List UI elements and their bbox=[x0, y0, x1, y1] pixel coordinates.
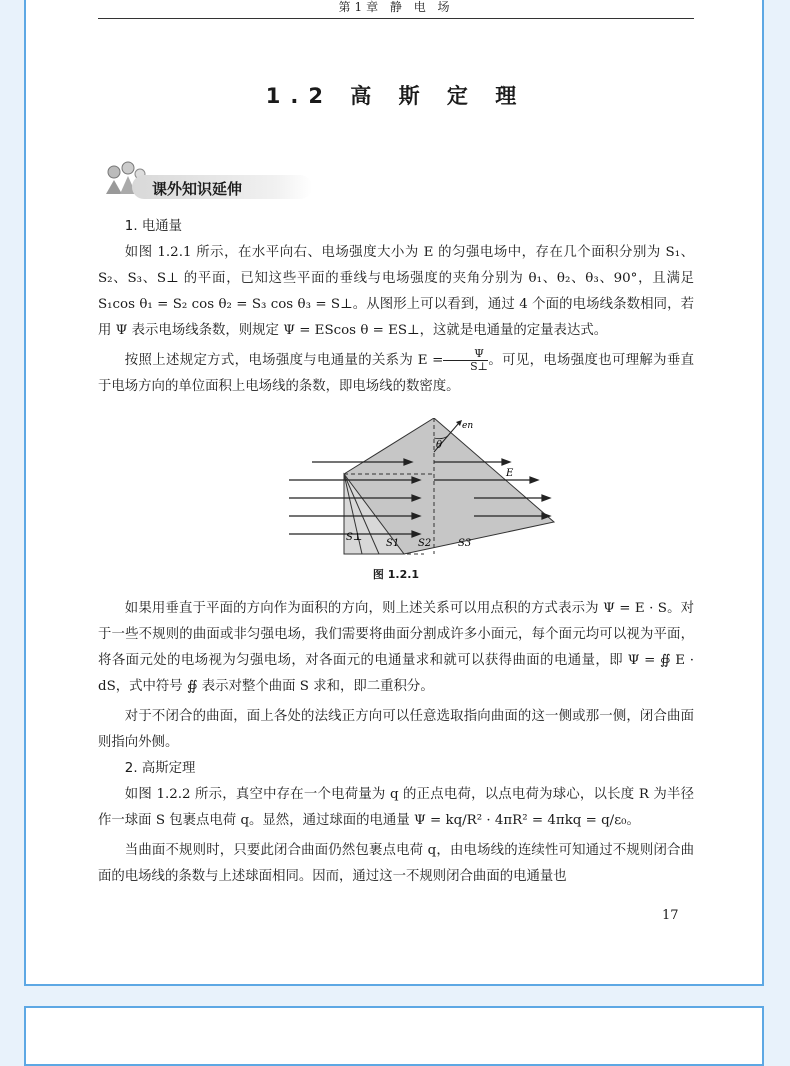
section-title: 1.2 高 斯 定 理 bbox=[265, 84, 527, 108]
paragraph-field-relation bbox=[98, 348, 694, 400]
paragraph-irregular-surface: 当曲面不规则时，只要此闭合曲面仍然包裹点电荷 q，由电场线的连续性可知通过不规则闭合曲面的电场线的条数与上述球面相同。因而，通过这一不规则闭合曲面的电通量也 bbox=[98, 843, 694, 884]
paragraph-open-surface: 对于不闭合的曲面，面上各处的法线正方向可以任意选取指向曲面的这一侧或那一侧，闭合曲面则指向外侧。 bbox=[98, 709, 694, 750]
paragraph-dot-product: 如果用垂直于平面的方向作为面积的方向，则上述关系可以用点积的方式表示为 Ψ = E · S。对于一些不规则的曲面或非匀强电场，我们需要将曲面分割成许多小面元，每个面元均可以视为平面，将各面元处的电场视为匀强电场，对各面元的电通量求和就可以获得曲面的电通量，即 Ψ = ∯ E · dS，式中符号 ∯ 表示对整个曲面 S 求和，即二重积分。 bbox=[98, 601, 694, 694]
label-en: en bbox=[462, 421, 474, 431]
book-page bbox=[24, 0, 764, 986]
figure-flux-planes bbox=[284, 418, 564, 588]
fraction-numerator: Ψ bbox=[443, 348, 488, 361]
section-banner bbox=[98, 160, 378, 204]
subheading-gauss: 2. 高斯定理 bbox=[124, 761, 196, 776]
label-theta: θ bbox=[436, 440, 443, 451]
relation-text-pre: 按照上述规定方式，电场强度与电通量的关系为 E = bbox=[124, 353, 444, 368]
relation-text-post: 。可见，电场强度也可理解为垂直于电场方向的单位面积上电场线的条数，即电场线的数密度。 bbox=[98, 353, 694, 394]
label-s2: S2 bbox=[418, 538, 432, 549]
label-s3: S3 bbox=[458, 538, 472, 549]
fraction-denominator: S⊥ bbox=[470, 360, 489, 373]
paragraph-flux-definition: 如图 1.2.1 所示，在水平向右、电场强度大小为 E 的匀强电场中，存在几个面积分别为 S₁、S₂、S₃、S⊥ 的平面，已知这些平面的垂线与电场强度的夹角分别为 θ₁、θ₂、θ₃、90°，且满足 S₁cos θ₁ = S₂ cos θ₂ = S₃ cos θ₃ = S⊥。从图形上可以看到，通过 4 个面的电场线条数相同，若用 Ψ 表示电场线条数，则规定 Ψ = EScos θ = ES⊥，这就是电通量的定量表达式。 bbox=[98, 245, 694, 338]
paragraph-point-charge: 如图 1.2.2 所示，真空中存在一个电荷量为 q 的正点电荷，以点电荷为球心，以长度 R 为半径作一球面 S 包裹点电荷 q。显然，通过球面的电通量 Ψ = kq/R² · 4πR² = 4πkq = q/ε₀。 bbox=[98, 787, 694, 828]
label-s1: S1 bbox=[386, 538, 400, 549]
body-text-top bbox=[98, 214, 694, 400]
running-head: 第1章 静 电 场 bbox=[98, 0, 694, 19]
fraction-psi-over-s bbox=[443, 348, 488, 373]
banner-label: 课外知识延伸 bbox=[152, 180, 243, 198]
body-text-bottom bbox=[98, 596, 694, 890]
label-s-perp: S⊥ bbox=[346, 532, 363, 543]
next-page-edge bbox=[24, 1006, 764, 1066]
label-E: E bbox=[506, 468, 514, 479]
subheading-flux: 1. 电通量 bbox=[124, 219, 183, 234]
figure-caption: 图 1.2.1 bbox=[372, 568, 420, 581]
page-number: 17 bbox=[662, 908, 679, 923]
